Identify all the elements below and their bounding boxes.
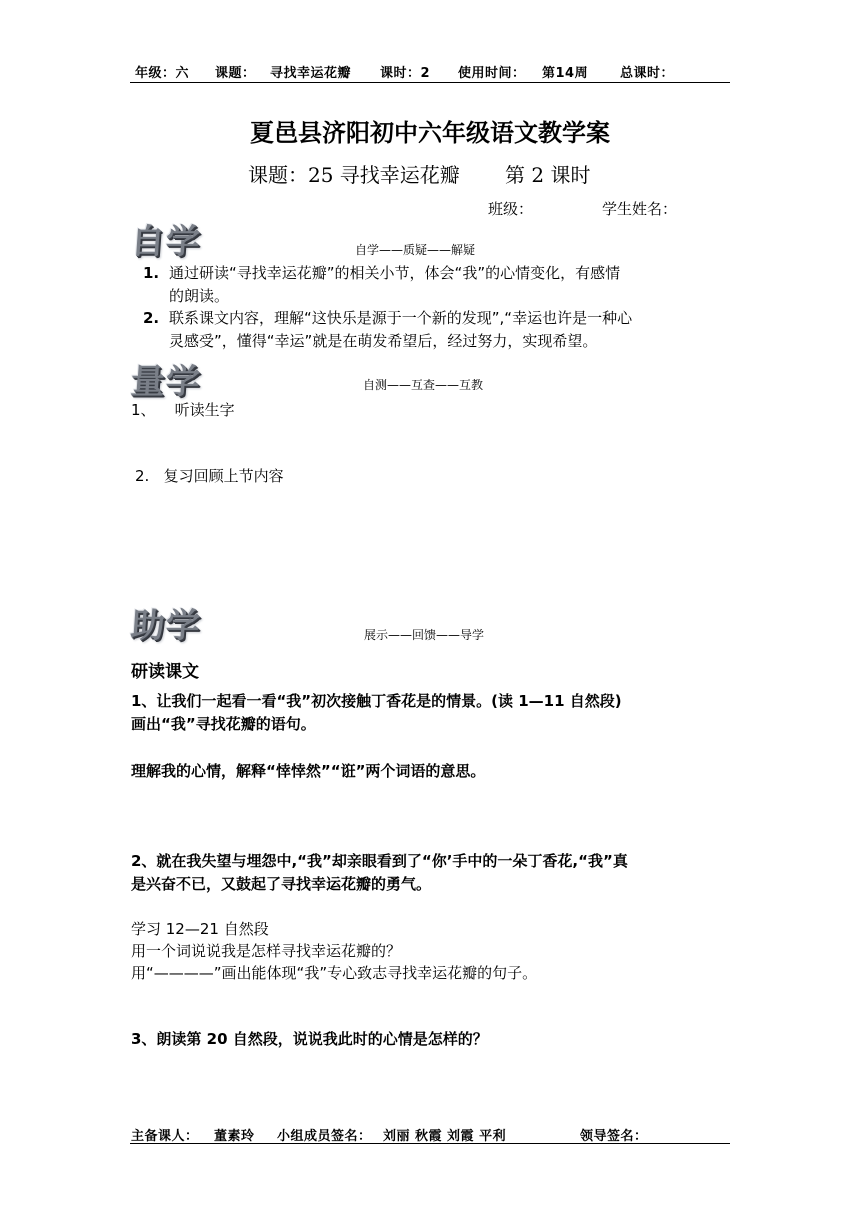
question-2-line-5: 用“————”画出能体现“我”专心致志寻找幸运花瓣的句子。 <box>131 964 538 982</box>
header-use-time-label: 使用时间： <box>458 66 526 81</box>
zixue-caption: 自学——质疑——解疑 <box>355 243 476 257</box>
header-period: 课时：2 <box>380 66 431 81</box>
header-rule <box>130 82 730 83</box>
section-stamp-liangxue: 量学 <box>129 362 203 402</box>
header-topic: 寻找幸运花瓣 <box>270 66 352 81</box>
subtitle-topic: 课题：25 寻找幸运花瓣 <box>248 163 460 187</box>
liangxue-caption: 自测——互查——互教 <box>363 378 484 392</box>
header-grade: 年级：六 <box>135 66 190 81</box>
objective-number: 2. <box>143 309 160 327</box>
question-2-line-2: 是兴奋不已，又鼓起了寻找幸运花瓣的勇气。 <box>131 875 432 893</box>
footer-preparer: 董素玲 <box>214 1129 255 1144</box>
liangxue-item-2: 2. 复习回顾上节内容 <box>135 467 284 485</box>
class-label: 班级： <box>488 200 534 218</box>
question-1-line-2: 画出“我”寻找花瓣的语句。 <box>131 715 316 733</box>
question-1-line-1: 1、让我们一起看一看“我”初次接触丁香花是的情景。(读 1—11 自然段) <box>131 692 622 710</box>
section-stamp-zhuxue: 助学 <box>129 606 203 646</box>
section-heading: 研读课文 <box>131 662 199 682</box>
header-week: 第14周 <box>542 66 589 81</box>
question-2-line-1: 2、就在我失望与埋怨中,“我”却亲眼看到了“你’手中的一朵丁香花,“我”真 <box>131 852 628 870</box>
subtitle-period: 第 2 课时 <box>505 163 591 187</box>
objective-item-2 <box>143 307 632 330</box>
objective-item-1-cont: 的朗读。 <box>169 287 230 305</box>
liangxue-item-1: 1、 听读生字 <box>131 401 235 419</box>
footer-rule <box>130 1143 730 1144</box>
student-name-label: 学生姓名： <box>602 200 678 218</box>
footer-leader-label: 领导签名： <box>580 1129 648 1144</box>
objective-text: 联系课文内容，理解“这快乐是源于一个新的发现”,“幸运也许是一种心 <box>169 309 633 327</box>
question-2-line-4: 用一个词说说我是怎样寻找幸运花瓣的？ <box>131 942 402 960</box>
objective-text: 通过研读“寻找幸运花瓣”的相关小节，体会“我”的心情变化，有感情 <box>169 264 621 282</box>
question-1-line-3: 理解我的心情，解释“悻悻然”“诳”两个词语的意思。 <box>131 762 486 780</box>
section-stamp-zixue: 自学 <box>129 222 203 262</box>
question-3: 3、朗读第 20 自然段，说说我此时的心情是怎样的？ <box>131 1030 488 1048</box>
page-title: 夏邑县济阳初中六年级语文教学案 <box>250 118 610 147</box>
header-total-label: 总课时： <box>620 66 675 81</box>
objective-number: 1. <box>143 264 160 282</box>
zhuxue-caption: 展示——回馈——导学 <box>364 628 485 642</box>
footer-group-label: 小组成员签名： <box>277 1129 372 1144</box>
objective-item-2-cont: 灵感受”，懂得“幸运”就是在萌发希望后，经过努力，实现希望。 <box>169 332 598 350</box>
footer-members: 刘丽 秋霞 刘霞 平利 <box>383 1129 507 1144</box>
question-2-line-3: 学习 12—21 自然段 <box>131 920 269 938</box>
header-topic-label: 课题： <box>215 66 256 81</box>
objective-item-1 <box>143 262 620 285</box>
footer-preparer-label: 主备课人： <box>131 1129 199 1144</box>
